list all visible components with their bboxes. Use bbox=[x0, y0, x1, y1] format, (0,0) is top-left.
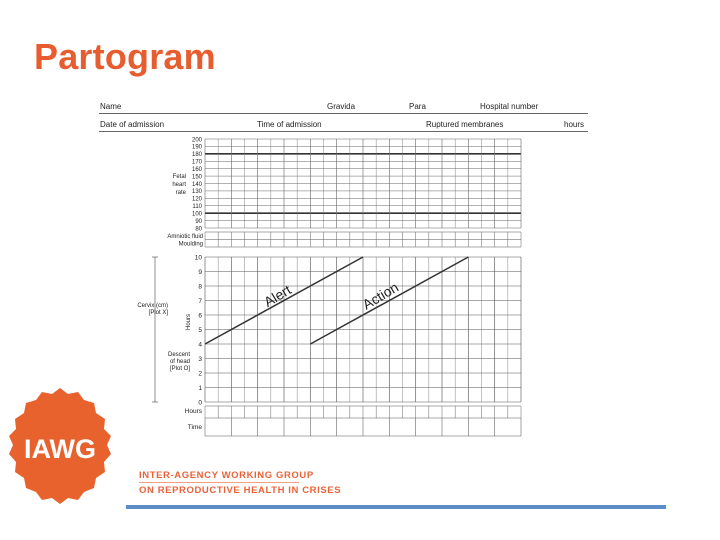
fhr-tick-label: 90 bbox=[195, 218, 202, 225]
logo-text: IAWG bbox=[24, 434, 96, 464]
fhr-tick-label: 120 bbox=[191, 196, 202, 203]
cervix-tick-label: 5 bbox=[198, 327, 202, 334]
cervix-tick-label: 6 bbox=[198, 312, 202, 320]
fhr-axis-label: Fetal bbox=[172, 174, 186, 180]
slide-title: Partogram bbox=[34, 36, 216, 77]
action-line-label: Action bbox=[359, 278, 402, 313]
cervix-tick-label: 7 bbox=[198, 298, 202, 305]
fhr-tick-label: 80 bbox=[195, 226, 202, 233]
gravida-label: Gravida bbox=[327, 102, 356, 111]
fhr-tick-label: 190 bbox=[191, 144, 202, 151]
cervix-tick-label: 1 bbox=[198, 385, 202, 392]
time-row-label: Time bbox=[187, 424, 202, 431]
descent-axis-label: of head bbox=[169, 359, 190, 365]
fhr-axis-label: heart bbox=[172, 182, 186, 188]
fhr-tick-label: 100 bbox=[191, 211, 202, 218]
descent-axis-label: Descent bbox=[167, 352, 190, 358]
alert-line-label: Alert bbox=[260, 281, 294, 310]
cervix-tick-label: 2 bbox=[198, 370, 202, 378]
fhr-tick-label: 180 bbox=[191, 152, 202, 159]
moulding-label: Moulding bbox=[178, 241, 203, 248]
cervix-axis-label: Cervix (cm) bbox=[137, 303, 168, 309]
cervix-tick-label: 0 bbox=[198, 399, 202, 407]
fhr-tick-label: 110 bbox=[192, 204, 202, 211]
fhr-axis-label: rate bbox=[175, 190, 186, 196]
fhr-tick-label: 160 bbox=[191, 166, 202, 173]
hours-vertical-label: Hours bbox=[186, 313, 192, 331]
para-label: Para bbox=[409, 102, 426, 111]
fhr-tick-label: 200 bbox=[191, 137, 202, 144]
iawg-logo bbox=[0, 0, 140, 540]
amniotic-fluid-label: Amniotic fluid bbox=[167, 234, 203, 240]
hospital-number-label: Hospital number bbox=[480, 102, 539, 111]
cervix-axis-label: [Plot X] bbox=[148, 310, 168, 316]
name-label: Name bbox=[100, 102, 122, 111]
cervix-tick-label: 9 bbox=[198, 269, 202, 276]
org-rule bbox=[139, 482, 299, 483]
fhr-tick-label: 140 bbox=[191, 181, 202, 188]
cervix-tick-label: 10 bbox=[194, 254, 202, 262]
hours-label: hours bbox=[564, 120, 585, 129]
cervix-tick-label: 4 bbox=[198, 341, 202, 349]
footer-bar bbox=[126, 505, 666, 509]
cervix-tick-label: 3 bbox=[198, 356, 202, 363]
fhr-tick-label: 130 bbox=[191, 189, 202, 196]
descent-axis-label: [Plot O] bbox=[169, 366, 190, 372]
cervix-tick-label: 8 bbox=[198, 283, 202, 291]
fhr-tick-label: 150 bbox=[191, 174, 202, 181]
date-of-admission-label: Date of admission bbox=[100, 120, 165, 129]
org-name-line2: ON REPRODUCTIVE HEALTH IN CRISES bbox=[139, 485, 342, 496]
fhr-tick-label: 170 bbox=[191, 159, 202, 166]
time-of-admission-label: Time of admission bbox=[257, 120, 322, 129]
org-name-line1: INTER-AGENCY WORKING GROUP bbox=[139, 470, 314, 481]
hours-row-label: Hours bbox=[184, 408, 202, 415]
ruptured-membranes-label: Ruptured membranes bbox=[426, 120, 504, 129]
